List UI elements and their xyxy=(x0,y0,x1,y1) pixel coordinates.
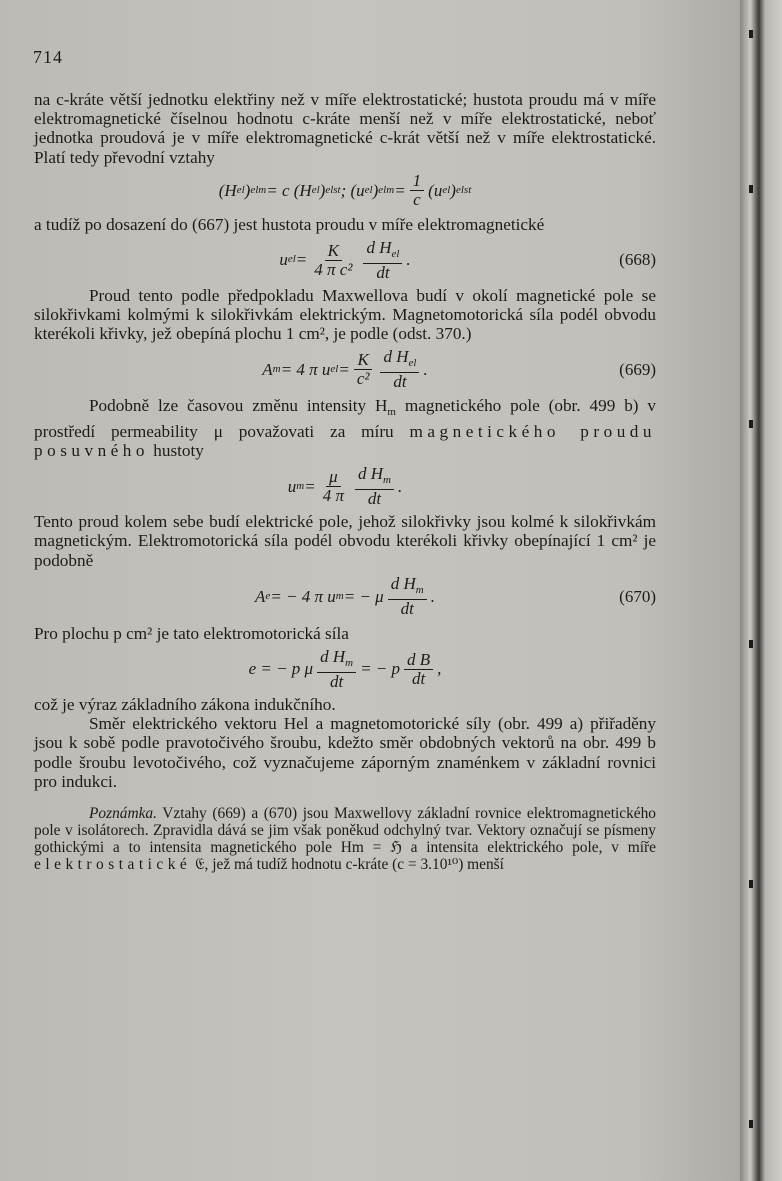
stitch-mark xyxy=(749,640,753,648)
fraction-one-over-c: $\frac{1}{c}$ xyxy=(410,172,425,209)
footnote: Poznámka. Vztahy (669) a (670) jsou Maxwellovy základní rovnice elektromagnetického pole v isolátorech. Zpravidla dává se jim však poněkud odchylný tvar. Vektory označují se písmeny gothickými a to intensita magnetického pole Hm = ℌ a intensita elektrického pole, v míře elektrostatické 𝔈, jež má tudíž hodnotu c-kráte (c = 3.10¹⁰) menší xyxy=(34,805,656,874)
stitch-mark xyxy=(749,185,753,193)
equation-number-668: (668) xyxy=(619,250,656,270)
page-body xyxy=(34,90,656,873)
stitch-mark xyxy=(749,30,753,38)
equation-668: u el = $\frac{K}{\text{4 π c²}}$ $\frac{d H_{el}}{dt}$ . (668) xyxy=(279,237,656,282)
paragraph-2: a tudíž po dosazení do (667) jest hustota proudu v míře elektromagnetické xyxy=(34,214,545,234)
equation-number-669: (669) xyxy=(619,360,656,380)
paragraph-1: na c-kráte větší jednotku elektřiny než v míře elektrostatické; hustota proudu má v míře elektromagnetické číselnou hodnotu c-kráte menší než v míře elektrostatické, neboť jednotka proudová je v míře elektromagnetické c-krát větší než v míře elektrostatické. Platí tedy převodní vztahy xyxy=(34,90,656,167)
stitch-mark xyxy=(749,880,753,888)
equation-670: A e = − 4 π u m = − μ $\frac{d H_m}{dt}$ . (670) xyxy=(255,574,656,619)
paragraph-7: což je výraz základního zákona indukčního. xyxy=(34,695,336,715)
book-spine xyxy=(740,0,782,1181)
equation-number-670: (670) xyxy=(619,587,656,607)
paragraph-4: Podobně lze časovou změnu intensity $H_m$ magnetického pole (obr. 499 b) v prostředí permeability μ považovati za míru magnetického proudu posuvného hustoty xyxy=(34,395,656,461)
equation-conversion: (H el ) elm = c (H el ) elst ; (u el ) elm = $\frac{1}{c}$ (u el ) elst xyxy=(218,171,472,210)
stitch-mark xyxy=(749,420,753,428)
equation-669: A m = 4 π u el = $\frac{K}{\text{c²}}$ $\frac{d H_{el}}{dt}$ . (669) xyxy=(262,347,656,392)
stitch-mark xyxy=(749,1120,753,1128)
paragraph-5: Tento proud kolem sebe budí elektrické pole, jehož silokřivky jsou kolmé k silokřivkám magnetickým. Elektromotorická síla podél obvodu kterékoli křivky obepínající 1 cm² je podobně xyxy=(34,512,656,570)
paragraph-6: Pro plochu p cm² je tato elektromotorická síla xyxy=(34,623,349,643)
paragraph-3: Proud tento podle předpokladu Maxwellova budí v okolí magnetické pole se silokřivkami kolmými k silokřivkám elektrickým. Magnetomotorická síla podél obvodu kterékoli křivky, jež obepíná plochu 1 cm², je podle (odst. 370.) xyxy=(34,286,656,344)
equation-magnetic-current: u m = $\frac{\mu}{4 \pi}$ $\frac{d H_m}{dt}$ . xyxy=(287,463,403,508)
equation-emf: e = − p μ $\frac{d H_m}{dt}$ = − p $\frac{\text{d B}}{dt}$ , xyxy=(248,646,442,691)
note-heading: Poznámka. xyxy=(89,805,157,823)
paragraph-8: Směr elektrického vektoru Hel a magnetomotorické síly (obr. 499 a) přiřaděny jsou k sobě podle pravotočivého šroubu, kdežto směr obdobných vektorů na obr. 499 b podle šroubu levotočivého, což vyznačujeme záporným znaménkem v základní rovnici pro indukci. xyxy=(34,714,656,791)
page-number: 714 xyxy=(33,47,63,67)
